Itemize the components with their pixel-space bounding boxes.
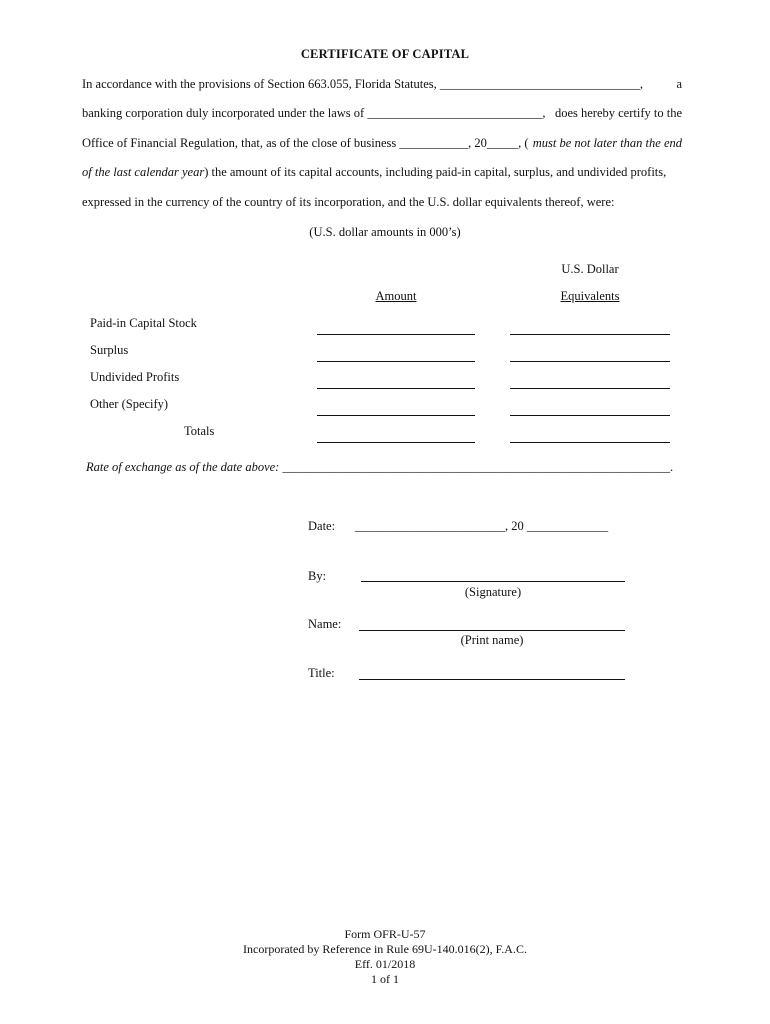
paragraph-line-2-text: banking corporation duly incorporated under the laws of ____________________________,	[82, 106, 549, 120]
date-field[interactable]: ________________________, 20 _____________	[355, 519, 609, 533]
exchange-rate-blank: ______________________________________________________________.	[279, 460, 674, 474]
usd-field-surplus[interactable]	[510, 361, 670, 362]
title-field[interactable]	[359, 679, 625, 680]
usd-field-other[interactable]	[510, 415, 670, 416]
paragraph-line-1-text: In accordance with the provisions of Section 663.055, Florida Statutes, ________________________________,	[82, 77, 647, 91]
footer-form-number: Form OFR-U-57	[344, 927, 426, 941]
row-label-surplus: Surplus	[90, 343, 129, 357]
signature-field[interactable]	[361, 581, 625, 582]
amount-field-other[interactable]	[317, 415, 475, 416]
paragraph-line-4-italic: of the last calendar year	[82, 165, 205, 179]
amount-field-undivided-profits[interactable]	[317, 388, 475, 389]
paragraph-line-3	[82, 136, 682, 151]
paragraph-line-1-end: a	[676, 77, 682, 91]
column-header-usd-top: U.S. Dollar	[561, 262, 619, 276]
amount-field-paid-in-capital[interactable]	[317, 334, 475, 335]
column-header-amount: Amount	[375, 289, 417, 303]
row-label-undivided-profits: Undivided Profits	[90, 370, 180, 384]
amount-field-totals[interactable]	[317, 442, 475, 443]
usd-field-undivided-profits[interactable]	[510, 388, 670, 389]
row-label-other: Other (Specify)	[90, 397, 169, 411]
footer-page-number: 1 of 1	[371, 972, 399, 986]
paragraph-line-3-italic: must be not later than the end	[532, 136, 682, 150]
footer-effective-date: Eff. 01/2018	[354, 957, 416, 971]
signature-caption: (Signature)	[464, 585, 522, 599]
usd-field-totals[interactable]	[510, 442, 670, 443]
paragraph-line-2-end: does hereby certify to the	[554, 106, 682, 120]
paragraph-line-3-text: Office of Financial Regulation, that, as of the close of business ___________, 20_____, (	[82, 136, 529, 150]
paragraph-line-4	[82, 165, 666, 180]
date-label: Date:	[308, 519, 336, 533]
footer-incorporated: Incorporated by Reference in Rule 69U-140.016(2), F.A.C.	[243, 942, 527, 956]
exchange-rate-line[interactable]	[86, 460, 673, 475]
row-label-totals: Totals	[184, 424, 215, 438]
usd-field-paid-in-capital[interactable]	[510, 334, 670, 335]
column-header-usd-bottom: Equivalents	[560, 289, 620, 303]
exchange-rate-label: Rate of exchange as of the date above:	[86, 460, 280, 474]
amount-field-surplus[interactable]	[317, 361, 475, 362]
paragraph-line-2	[82, 106, 682, 121]
paragraph-line-5: expressed in the currency of the country of its incorporation, and the U.S. dollar equivalents thereof, were:	[82, 195, 615, 209]
by-label: By:	[308, 569, 327, 583]
print-name-field[interactable]	[359, 630, 625, 631]
document-title: CERTIFICATE OF CAPITAL	[300, 47, 470, 61]
units-note: (U.S. dollar amounts in 000’s)	[309, 225, 461, 239]
paragraph-line-1	[82, 77, 682, 92]
paragraph-line-4-text: ) the amount of its capital accounts, including paid-in capital, surplus, and undivided profits,	[204, 165, 667, 179]
name-label: Name:	[308, 617, 342, 631]
row-label-paid-in-capital: Paid-in Capital Stock	[90, 316, 197, 330]
print-name-caption: (Print name)	[460, 633, 524, 647]
title-label: Title:	[308, 666, 335, 680]
